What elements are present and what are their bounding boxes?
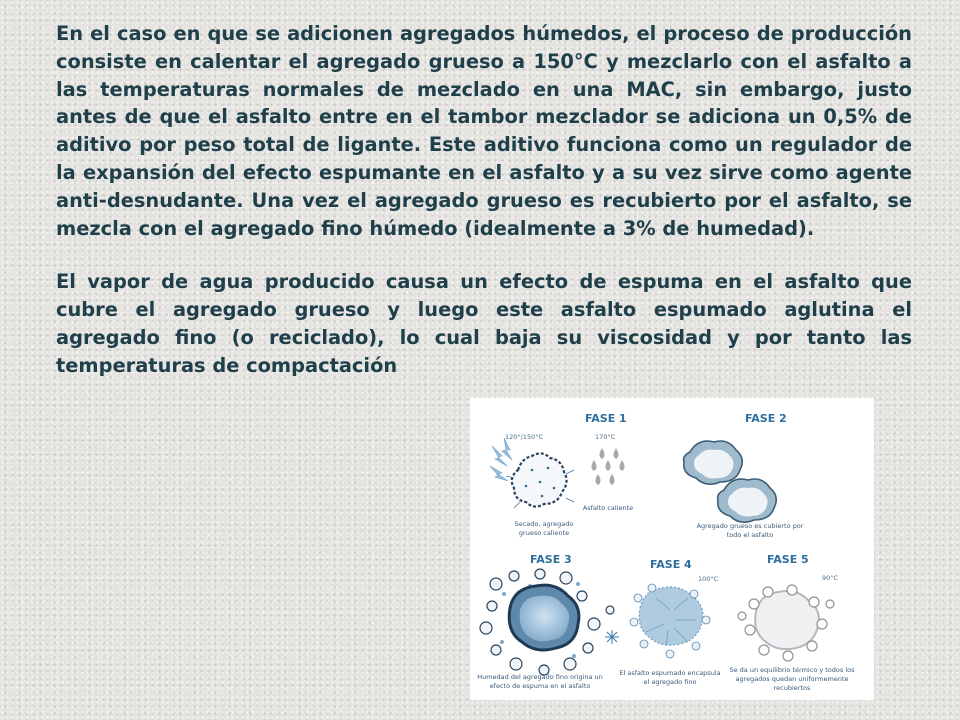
heat-rays-icon <box>490 438 512 481</box>
coated-aggregate-bottom <box>718 479 777 522</box>
phase-1 <box>490 412 633 537</box>
phase-4-title: FASE 4 <box>650 558 692 571</box>
phase-4 <box>619 558 720 686</box>
phase-5-caption-line-3: recubiertos <box>773 684 811 692</box>
foaming-coated-aggregate <box>509 585 579 650</box>
encapsulated-fine-aggregate <box>630 584 710 658</box>
phase-1-caption-line-1: Secado, agregado <box>514 520 574 528</box>
phase-4-caption-line-1: El asfalto espumado encapsula <box>619 669 721 677</box>
asphalt-drops-icon <box>592 448 625 485</box>
phase-5-caption-line-2: agregados quedan uniformemente <box>735 675 849 683</box>
phase-2-caption-line-2: todo el asfalto <box>726 531 774 539</box>
phase-1-title: FASE 1 <box>585 412 627 425</box>
phase-2 <box>684 412 804 539</box>
hot-coarse-aggregate <box>506 453 574 508</box>
phase-4-temp: 100°C <box>698 575 719 583</box>
phase-5-caption-line-1: Se da un equilibrio térmico y todos los <box>729 666 855 674</box>
coated-aggregate-top <box>684 441 743 484</box>
phase-1-caption-asphalt: Asfalto caliente <box>582 504 634 512</box>
phase-5-temp: 90°C <box>822 574 839 582</box>
phase-1-temp-asphalt: 170°C <box>595 433 616 441</box>
phase-1-temp-aggregate: 120°/150°C <box>505 433 544 441</box>
phase-5-title: FASE 5 <box>767 553 809 566</box>
phase-3-caption-line-1: Humedad del agregado fino origina un <box>477 673 603 681</box>
phase-2-title: FASE 2 <box>745 412 787 425</box>
foam-burst-icon <box>605 630 619 644</box>
phase-1-caption-line-2: grueso caliente <box>518 529 570 537</box>
phase-3-caption-line-2: efecto de espuma en el asfalto <box>489 682 591 690</box>
uniformly-coated-aggregates <box>738 585 834 661</box>
phase-3-title: FASE 3 <box>530 553 572 566</box>
phase-4-caption-line-2: el agregado fino <box>643 678 697 686</box>
phase-5 <box>729 553 855 692</box>
paragraph-1: En el caso en que se adicionen agregados húmedos, el proceso de producción consiste en calentar el agregado grueso a 150°C y mezclarlo con el asfalto a las temperaturas normales de mezclado en una MAC, sin embargo, justo antes de que el asfalto entre en el tambor mezclador se adiciona un 0,5% de aditivo por peso total de ligante. Este aditivo funciona como un regulador de la expansión del efecto espumante en el asfalto y a su vez sirve como agente anti-desnudante. Una vez el agregado grueso es recubierto por el asfalto, se mezcla con el agregado fino húmedo (idealmente a 3% de humedad). <box>56 22 912 240</box>
phase-2-caption-line-1: Agregado grueso es cubierto por <box>696 522 804 530</box>
foam-process-figure <box>470 398 874 700</box>
paragraph-2: El vapor de agua producido causa un efecto de espuma en el asfalto que cubre el agregado grueso y luego este asfalto espumado aglutina el agregado fino (o reciclado), lo cual baja su viscosidad y por tanto las temperaturas de compactación <box>56 270 912 377</box>
phase-3 <box>477 553 619 690</box>
slide-text <box>56 20 912 380</box>
